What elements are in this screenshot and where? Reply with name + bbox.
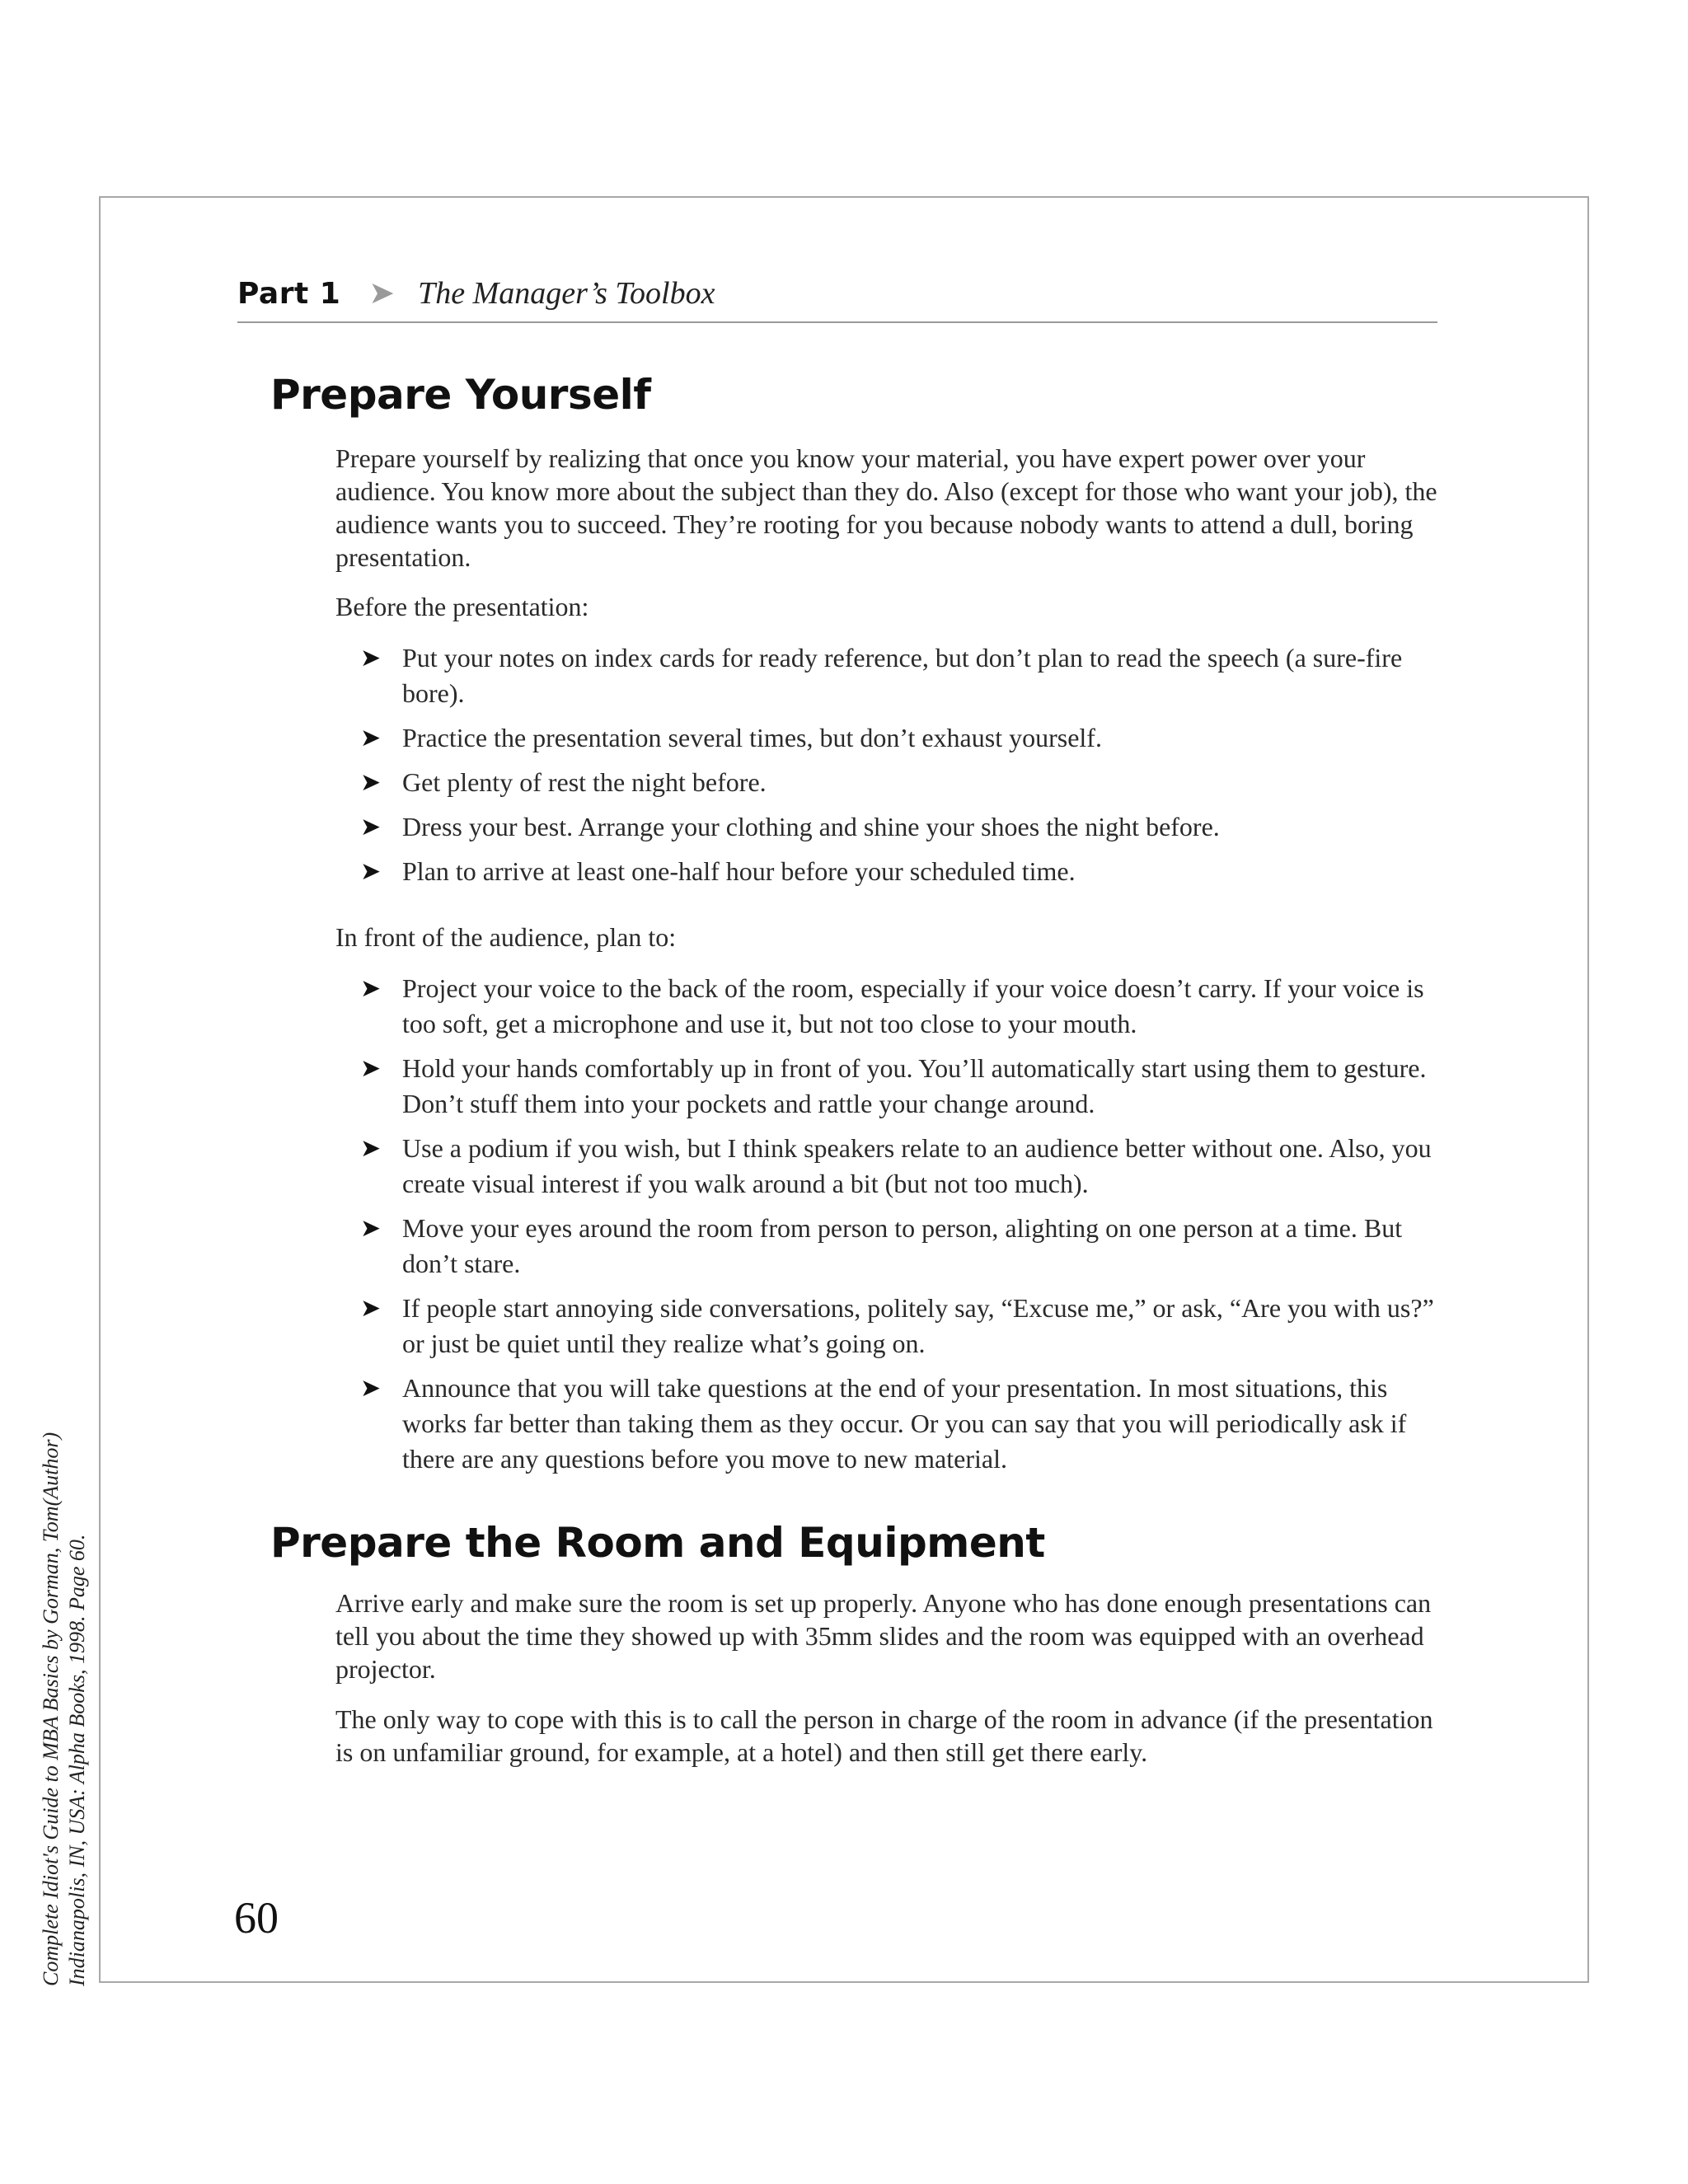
arrow-separator-icon: ➤ xyxy=(368,276,396,311)
front-label: In front of the audience, plan to: xyxy=(335,922,677,952)
list-item: ➤ Put your notes on index cards for ready reference, but don’t plan to read the speech (a sure-fire bore). xyxy=(360,640,1448,711)
bullet-arrow-icon: ➤ xyxy=(360,975,382,1002)
list-item: ➤ Dress your best. Arrange your clothing and shine your shoes the night before. xyxy=(360,809,1448,845)
bullet-arrow-icon: ➤ xyxy=(360,813,382,841)
bullet-arrow-icon: ➤ xyxy=(360,769,382,796)
source-citation xyxy=(38,1432,91,1986)
list-item: ➤ Hold your hands comfortably up in front of you. You’ll automatically start using them to gesture. Don’t stuff them into your pockets and rattle your change around. xyxy=(360,1051,1448,1122)
before-label: Before the presentation: xyxy=(335,592,589,621)
bullet-arrow-icon: ➤ xyxy=(360,644,382,672)
bullet-arrow-icon: ➤ xyxy=(360,858,382,885)
list-item: ➤ Project your voice to the back of the room, especially if your voice doesn’t carry. If your voice is too soft, get a microphone and use it, but not too close to your mouth. xyxy=(360,971,1448,1042)
list-item: ➤ Use a podium if you wish, but I think speakers relate to an audience better without one. Also, you create visual interest if you walk around a bit (but not too much). xyxy=(360,1131,1448,1202)
front-list xyxy=(360,971,1448,1477)
bullet-arrow-icon: ➤ xyxy=(360,1375,382,1402)
room-paragraph-1: Arrive early and make sure the room is set up properly. Anyone who has done enough presentations can tell you about the time they showed up with 35mm slides and the room was equipped with an overhead projector. xyxy=(335,1588,1432,1684)
running-head xyxy=(237,265,1437,323)
list-item: ➤ If people start annoying side conversations, politely say, “Excuse me,” or ask, “Are you with us?” or just be quiet until they realize what’s going on. xyxy=(360,1291,1448,1361)
before-list xyxy=(360,640,1448,889)
list-item: ➤ Move your eyes around the room from person to person, alighting on one person at a time. But don’t stare. xyxy=(360,1211,1448,1282)
list-item: ➤ Announce that you will take questions at the end of your presentation. In most situations, this works far better than taking them as they occur. Or you can say that you will periodically ask if there are any questions before you move to new material. xyxy=(360,1371,1448,1477)
source-citation-line-1: Complete Idiot's Guide to MBA Basics by Gorman, Tom(Author) xyxy=(39,1432,63,1986)
section-heading-prepare-yourself: Prepare Yourself xyxy=(270,371,651,419)
bullet-arrow-icon: ➤ xyxy=(360,724,382,752)
intro-paragraph: Prepare yourself by realizing that once you know your material, you have expert power over your audience. You know more about the subject than they do. Also (except for those who want your job), the audience wants you to succeed. They’re rooting for you because nobody wants to attend a dull, boring presentation. xyxy=(335,443,1437,572)
running-head-title: The Manager’s Toolbox xyxy=(418,276,715,311)
bullet-arrow-icon: ➤ xyxy=(360,1215,382,1242)
list-item: ➤ Plan to arrive at least one-half hour before your scheduled time. xyxy=(360,854,1448,889)
list-item: ➤ Get plenty of rest the night before. xyxy=(360,765,1448,800)
room-paragraph-2: The only way to cope with this is to call the person in charge of the room in advance (if the presentation is on unfamiliar ground, for example, at a hotel) and then still get there early. xyxy=(335,1704,1433,1767)
source-citation-line-2: Indianapolis, IN, USA: Alpha Books, 1998. Page 60. xyxy=(65,1534,89,1986)
part-label: Part 1 xyxy=(237,276,341,311)
bullet-arrow-icon: ➤ xyxy=(360,1295,382,1322)
section-heading-prepare-room: Prepare the Room and Equipment xyxy=(270,1519,1045,1567)
list-item: ➤ Practice the presentation several times, but don’t exhaust yourself. xyxy=(360,720,1448,756)
bullet-arrow-icon: ➤ xyxy=(360,1135,382,1162)
page-number: 60 xyxy=(234,1893,279,1943)
bullet-arrow-icon: ➤ xyxy=(360,1055,382,1082)
